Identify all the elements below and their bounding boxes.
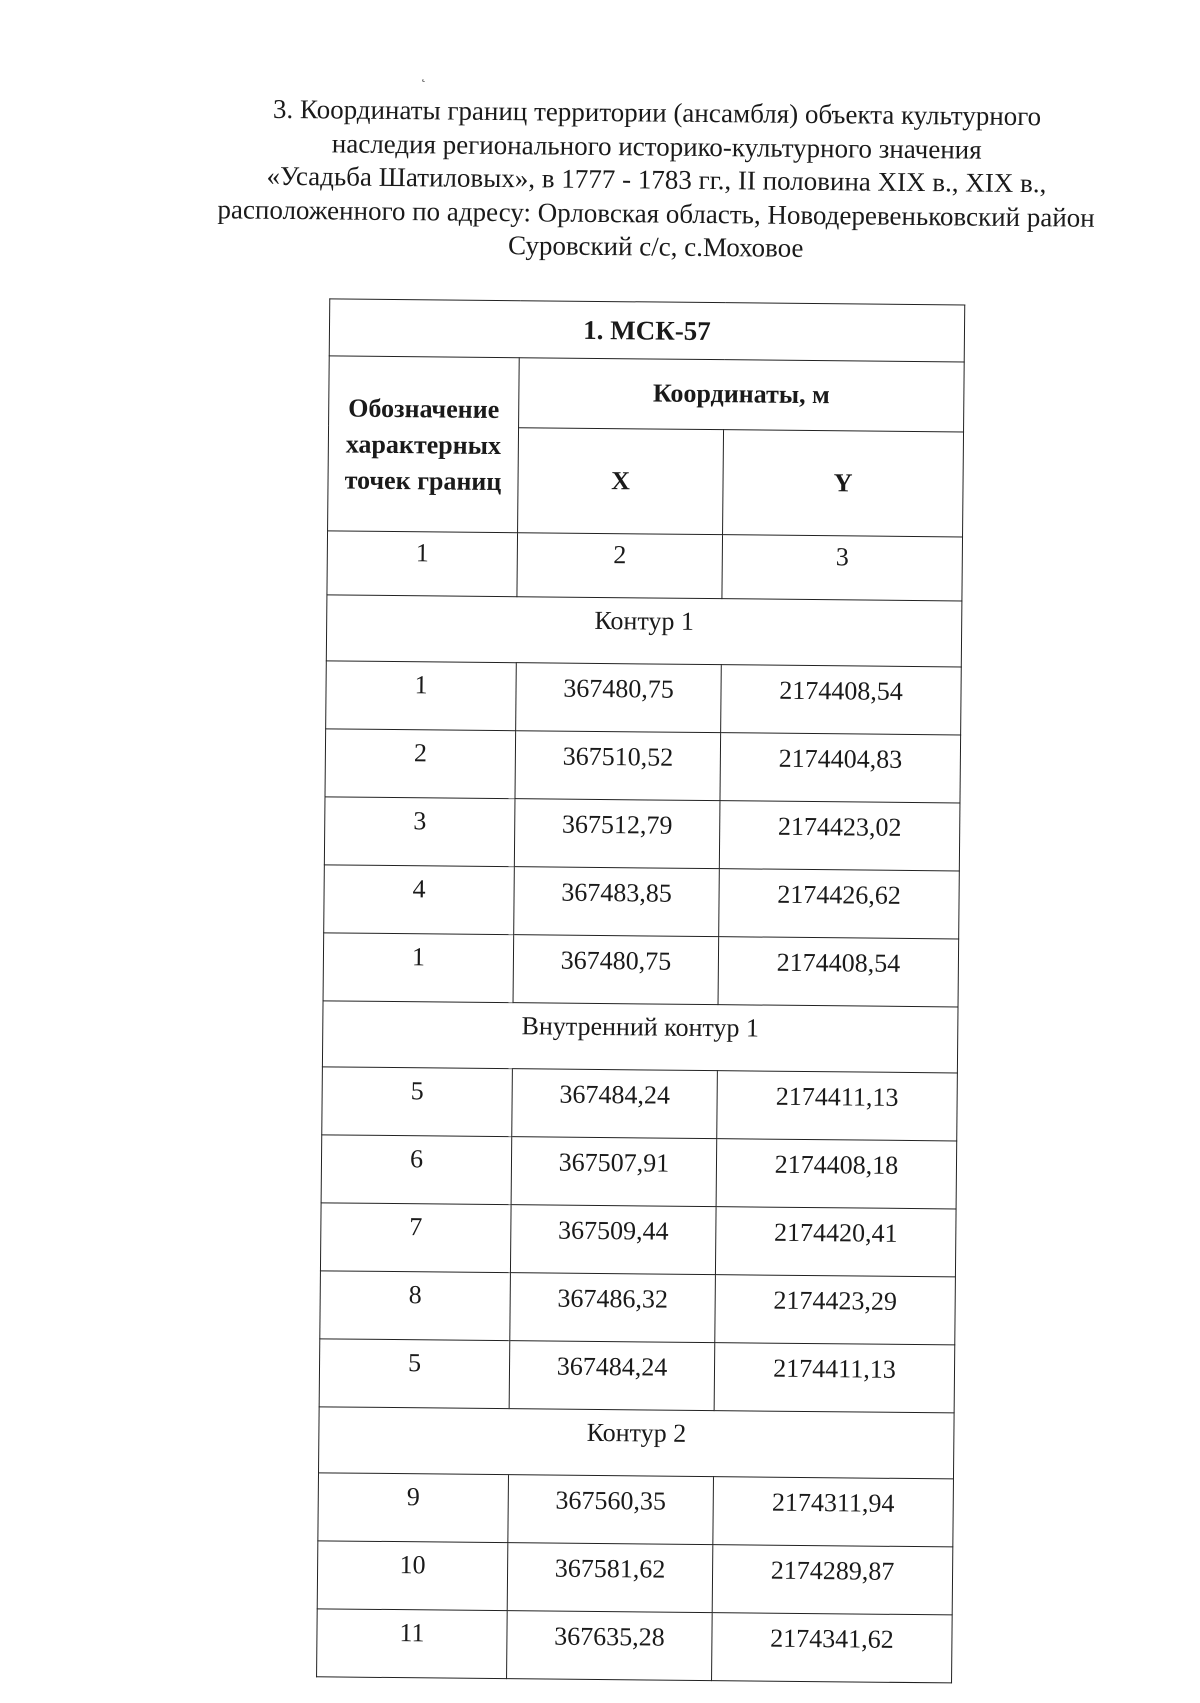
- y-coordinate-cell: 2174420,41: [715, 1207, 956, 1277]
- table-title-row: [329, 299, 965, 362]
- point-cell: 2: [325, 729, 516, 799]
- point-cell: 9: [318, 1473, 509, 1543]
- table-row: [321, 1135, 957, 1209]
- coordinates-header: Координаты, м: [519, 358, 965, 432]
- column-number: 3: [722, 535, 963, 601]
- scan-speck: ˛: [421, 68, 427, 84]
- x-coordinate-cell: 367581,62: [507, 1543, 713, 1613]
- table-row: [320, 1203, 956, 1277]
- y-coordinate-cell: 2174404,83: [720, 733, 961, 803]
- table-title: 1. МСК-57: [329, 299, 965, 362]
- y-coordinate-cell: 2174423,29: [715, 1275, 956, 1345]
- section-title: Контур 1: [326, 595, 962, 667]
- point-cell: 7: [320, 1203, 511, 1273]
- point-cell: 11: [317, 1609, 508, 1679]
- column-number: 1: [327, 531, 518, 597]
- section-row: [326, 595, 962, 667]
- table-body: [317, 595, 962, 1683]
- section-row: [322, 1001, 958, 1073]
- heading-line-4: расположенного по адресу: Орловская область, Новодеревеньковский район: [217, 193, 1095, 233]
- table-row: [324, 797, 960, 871]
- section-title: Контур 2: [319, 1407, 955, 1479]
- point-cell: 1: [323, 933, 514, 1003]
- x-coordinate-cell: 367560,35: [508, 1475, 714, 1545]
- point-cell: 1: [326, 661, 517, 731]
- x-coordinate-cell: 367484,24: [509, 1341, 715, 1411]
- table-row: [317, 1541, 953, 1615]
- table-row: [326, 661, 962, 735]
- point-cell: 4: [324, 865, 515, 935]
- section-title: Внутренний контур 1: [322, 1001, 958, 1073]
- table-row: [324, 865, 960, 939]
- table-row: [320, 1271, 956, 1345]
- table-row: [325, 729, 961, 803]
- x-coordinate-cell: 367483,85: [514, 867, 720, 937]
- x-coordinate-cell: 367480,75: [516, 663, 722, 733]
- table-row: [319, 1339, 955, 1413]
- x-coordinate-cell: 367480,75: [513, 935, 719, 1005]
- column-number: 2: [517, 533, 723, 599]
- point-cell: 8: [320, 1271, 511, 1341]
- table-row: [323, 933, 959, 1007]
- column-number-row: [327, 531, 963, 601]
- y-coordinate-cell: 2174411,13: [714, 1343, 955, 1413]
- point-cell: 10: [317, 1541, 508, 1611]
- x-coordinate-cell: 367510,52: [515, 731, 721, 801]
- heading-line-1: 3. Координаты границ территории (ансамбля) объекта культурного: [272, 93, 1042, 132]
- table-row: [318, 1473, 954, 1547]
- y-coordinate-cell: 2174311,94: [713, 1477, 954, 1547]
- point-cell: 3: [324, 797, 515, 867]
- point-cell: 5: [319, 1339, 510, 1409]
- x-header: X: [518, 427, 724, 534]
- point-designation-header: Обозначение характерных точек границ: [328, 356, 520, 533]
- point-cell: 5: [322, 1067, 513, 1137]
- y-coordinate-cell: 2174408,54: [718, 937, 959, 1007]
- y-header: Y: [723, 429, 964, 537]
- heading-line-2: наследия регионального историко-культурного значения: [331, 127, 982, 165]
- x-coordinate-cell: 367512,79: [514, 799, 720, 869]
- coordinates-table: [316, 298, 965, 1683]
- section-row: [319, 1407, 955, 1479]
- heading-line-3: «Усадьба Шатиловых», в 1777 - 1783 гг., II половина XIX в., XIX в.,: [266, 160, 1047, 199]
- y-coordinate-cell: 2174408,18: [716, 1139, 957, 1209]
- y-coordinate-cell: 2174426,62: [719, 869, 960, 939]
- heading-line-5: Суровский с/с, с.Моховое: [507, 230, 804, 263]
- y-coordinate-cell: 2174289,87: [712, 1545, 953, 1615]
- y-coordinate-cell: 2174408,54: [721, 665, 962, 735]
- y-coordinate-cell: 2174411,13: [717, 1071, 958, 1141]
- point-cell: 6: [321, 1135, 512, 1205]
- x-coordinate-cell: 367486,32: [510, 1273, 716, 1343]
- y-coordinate-cell: 2174341,62: [712, 1613, 953, 1683]
- table-row: [317, 1609, 953, 1683]
- x-coordinate-cell: 367507,91: [511, 1137, 717, 1207]
- x-coordinate-cell: 367509,44: [510, 1205, 716, 1275]
- table-row: [322, 1067, 958, 1141]
- x-coordinate-cell: 367635,28: [507, 1611, 713, 1681]
- x-coordinate-cell: 367484,24: [512, 1069, 718, 1139]
- table-header-row: [329, 356, 965, 432]
- document-heading: [186, 92, 1128, 269]
- y-coordinate-cell: 2174423,02: [719, 801, 960, 871]
